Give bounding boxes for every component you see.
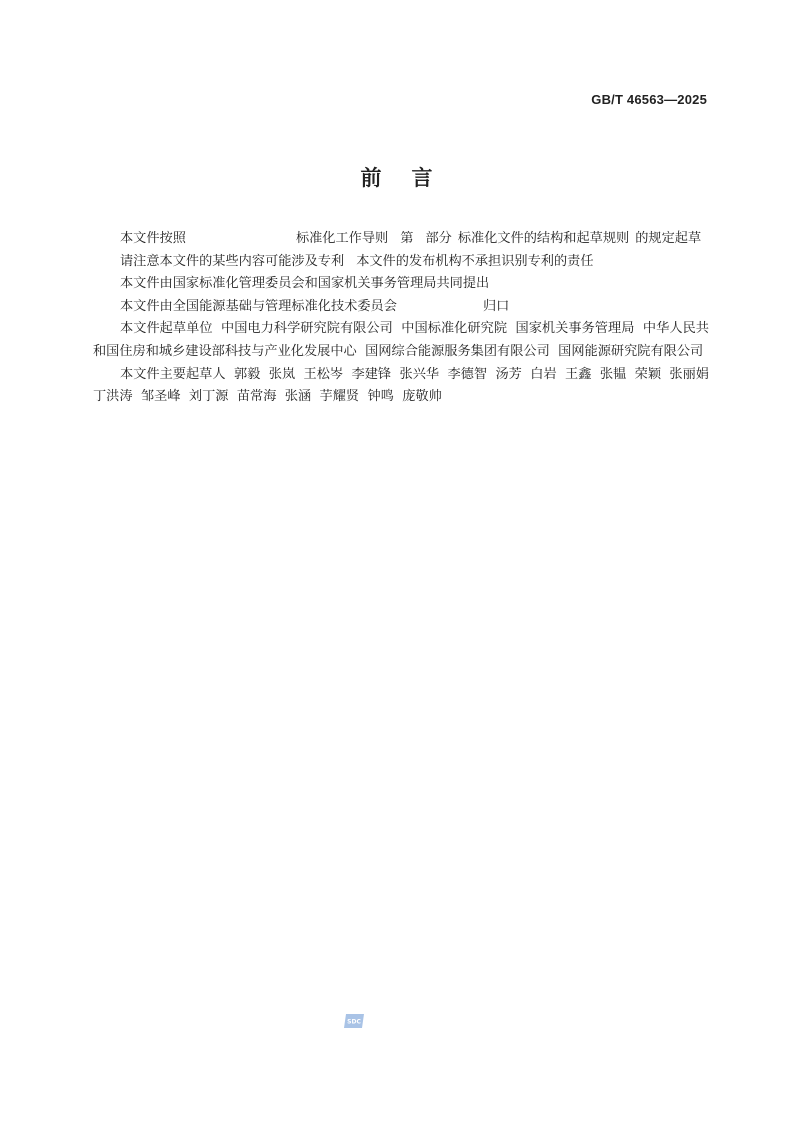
- paragraph-proposed-by: 本文件由国家标准化管理委员会和国家机关事务管理局共同提出: [120, 276, 490, 292]
- paragraph-drafting-units: 本文件起草单位 中国电力科学研究院有限公司 中国标准化研究院 国家机关事务管理局 中华人民共和国住房和城乡建设部科技与产业化发展中心 国网综合能源服务集团有限公司 国网能源研究院有限公司: [93, 321, 709, 359]
- paragraph-patent-notice: 请注意本文件的某些内容可能涉及专利 本文件的发布机构不承担识别专利的责任: [120, 253, 594, 269]
- paragraph-main-drafters: 本文件主要起草人 郭毅 张岚 王松岑 李建锋 张兴华 李德智 汤芳 白岩 王鑫 张韫 荣颖 张丽娟 丁洪涛 邹圣峰 刘丁源 苗常海 张涵 芋耀贤 钟鸣 庞敬帅: [93, 366, 718, 405]
- document-code: GB/T 46563—2025: [591, 92, 707, 107]
- page-title: 前言: [360, 166, 463, 190]
- svg-text:SDC: SDC: [347, 1018, 361, 1026]
- paragraph-drafting-rules: 本文件按照 标准化工作导则 第 部分 标准化文件的结构和起草规则 的规定起草: [120, 231, 702, 246]
- paragraph-under-jurisdiction: 本文件由全国能源基础与管理标准化技术委员会 归口: [120, 298, 510, 314]
- sdc-logo-icon: [342, 1013, 366, 1029]
- foreword-body: [93, 228, 718, 409]
